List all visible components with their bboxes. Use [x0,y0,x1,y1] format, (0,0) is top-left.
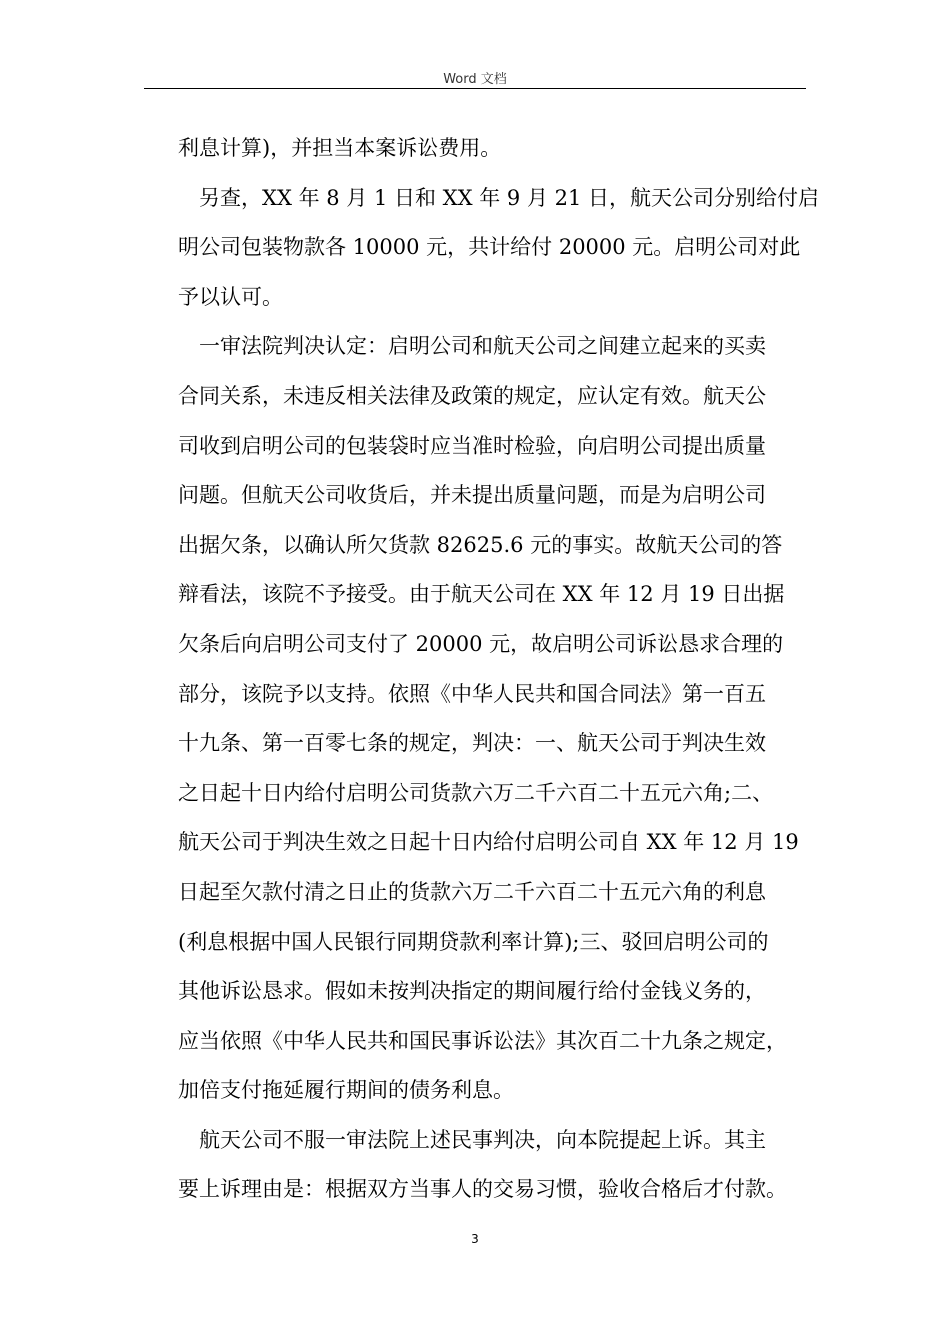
body-line: 应当依照《中华人民共和国民事诉讼法》其次百二十九条之规定， [178,1028,787,1053]
body-line: 明公司包装物款各 10000 元，共计给付 20000 元。启明公司对此 [178,235,801,260]
body-line: 出据欠条，以确认所欠货款 82625.6 元的事实。故航天公司的答 [178,532,783,557]
body-line: 问题。但航天公司收货后，并未提出质量问题，而是为启明公司 [178,483,766,508]
header-divider [144,88,806,89]
body-line: 欠条后向启明公司支付了 20000 元，故启明公司诉讼恳求合理的 [178,631,784,656]
body-line: 其他诉讼恳求。假如未按判决指定的期间履行给付金钱义务的， [178,979,766,1004]
body-line: 一审法院判决认定：启明公司和航天公司之间建立起来的买卖 [199,334,766,359]
body-line: 利息计算)，并担当本案诉讼费用。 [178,136,502,160]
body-line: 要上诉理由是：根据双方当事人的交易习惯，验收合格后才付款。 [178,1177,787,1202]
body-line: 十九条、第一百零七条的规定，判决：一、航天公司于判决生效 [178,731,766,756]
body-line: 之日起十日内给付启明公司货款六万二千六百二十五元六角;二、 [178,780,774,805]
body-line: 航天公司于判决生效之日起十日内给付启明公司自 XX 年 12 月 19 [178,830,799,855]
document-header-title: Word 文档 [443,72,507,87]
body-line: 司收到启明公司的包装袋时应当准时检验，向启明公司提出质量 [178,433,766,458]
page-number: 3 [471,1232,479,1246]
body-line: 予以认可。 [178,284,283,309]
body-line: 加倍支付拖延履行期间的债务利息。 [178,1078,514,1103]
body-line: 另查，XX 年 8 月 1 日和 XX 年 9 月 21 日，航天公司分别给付启 [199,185,820,210]
body-line: 合同关系，未违反相关法律及政策的规定，应认定有效。航天公 [178,383,766,408]
body-line: 辩看法，该院不予接受。由于航天公司在 XX 年 12 月 19 日出据 [178,582,785,607]
document-body [178,124,822,1215]
body-line: (利息根据中国人民银行同期贷款利率计算);三、驳回启明公司的 [178,929,769,954]
body-line: 部分，该院予以支持。依照《中华人民共和国合同法》第一百五 [178,681,766,706]
body-line: 日起至欠款付清之日止的货款六万二千六百二十五元六角的利息 [178,879,766,904]
body-line: 航天公司不服一审法院上述民事判决，向本院提起上诉。其主 [199,1127,766,1152]
